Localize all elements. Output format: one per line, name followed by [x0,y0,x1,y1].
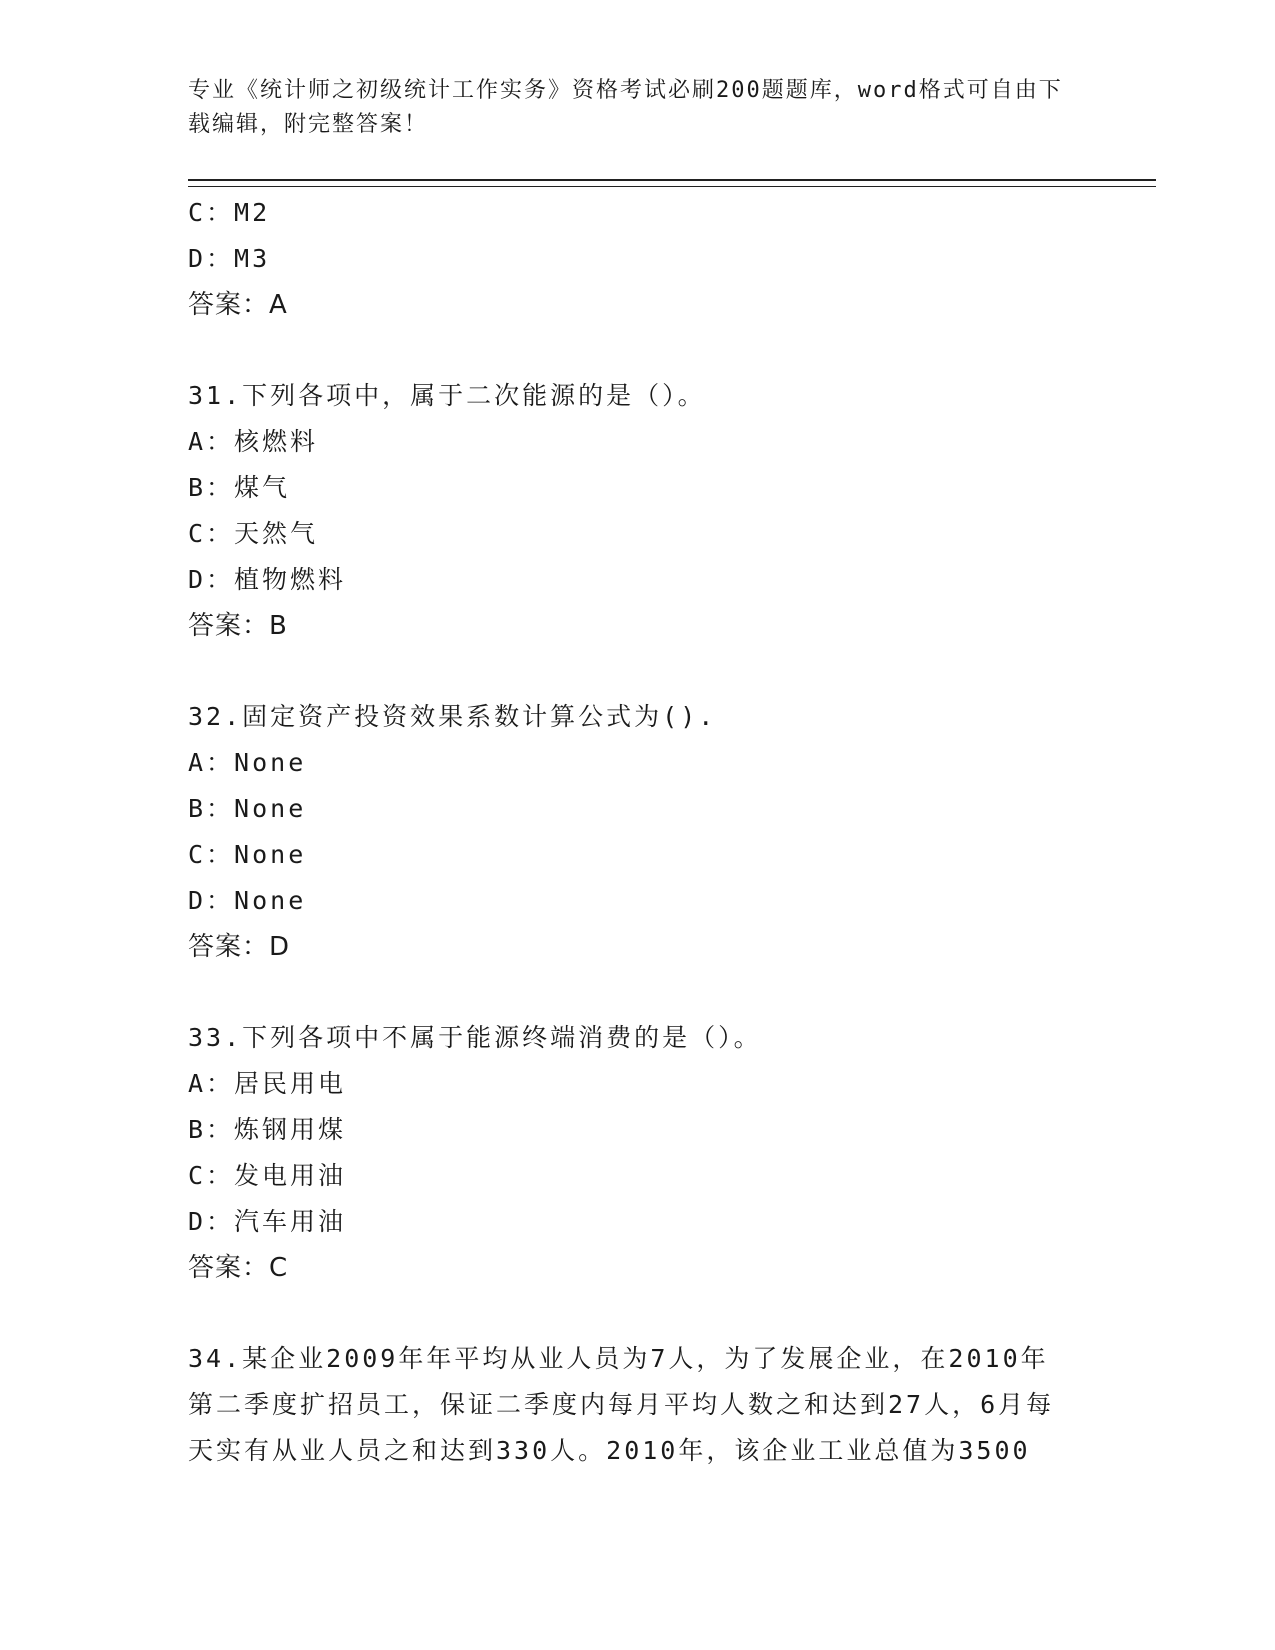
answer-line: 答案：A [188,290,288,320]
answer-line: 答案：D [188,932,291,962]
option-b: B：炼钢用煤 [188,1115,347,1144]
option-d: D：None [188,886,307,915]
option-d: D：M3 [188,244,271,273]
question-stem: 33.下列各项中不属于能源终端消费的是（）。 [188,1023,762,1052]
answer-line: 答案：C [188,1253,289,1283]
option-a: A：None [188,748,307,777]
header-rule-thin [188,186,1156,187]
option-c: C：M2 [188,198,271,227]
question-stem: 32.固定资产投资效果系数计算公式为(). [188,702,717,731]
question-34-text: 34.某企业2009年年平均从业人员为7人，为了发展企业，在2010年第二季度扩招员工，保证二季度内每月平均人数之和达到27人，6月每天实有从业人员之和达到330人。2010年，该企业工业总值为3500 [188,1344,1055,1465]
question-content [188,190,1088,1474]
option-c: C：发电用油 [188,1161,347,1190]
option-d: D：汽车用油 [188,1207,347,1236]
option-b: B：煤气 [188,473,291,502]
option-b: B：None [188,794,307,823]
option-d: D：植物燃料 [188,565,347,594]
question-stem: 31.下列各项中，属于二次能源的是（）。 [188,381,706,410]
option-a: A：居民用电 [188,1069,347,1098]
answer-line: 答案：B [188,611,288,641]
header-rule-thick [188,179,1156,181]
option-c: C：None [188,840,307,869]
document-header: 专业《统计师之初级统计工作实务》资格考试必刷200题题库，word格式可自由下载编辑，附完整答案！ [188,78,1063,137]
option-a: A：核燃料 [188,427,319,456]
option-c: C：天然气 [188,519,319,548]
